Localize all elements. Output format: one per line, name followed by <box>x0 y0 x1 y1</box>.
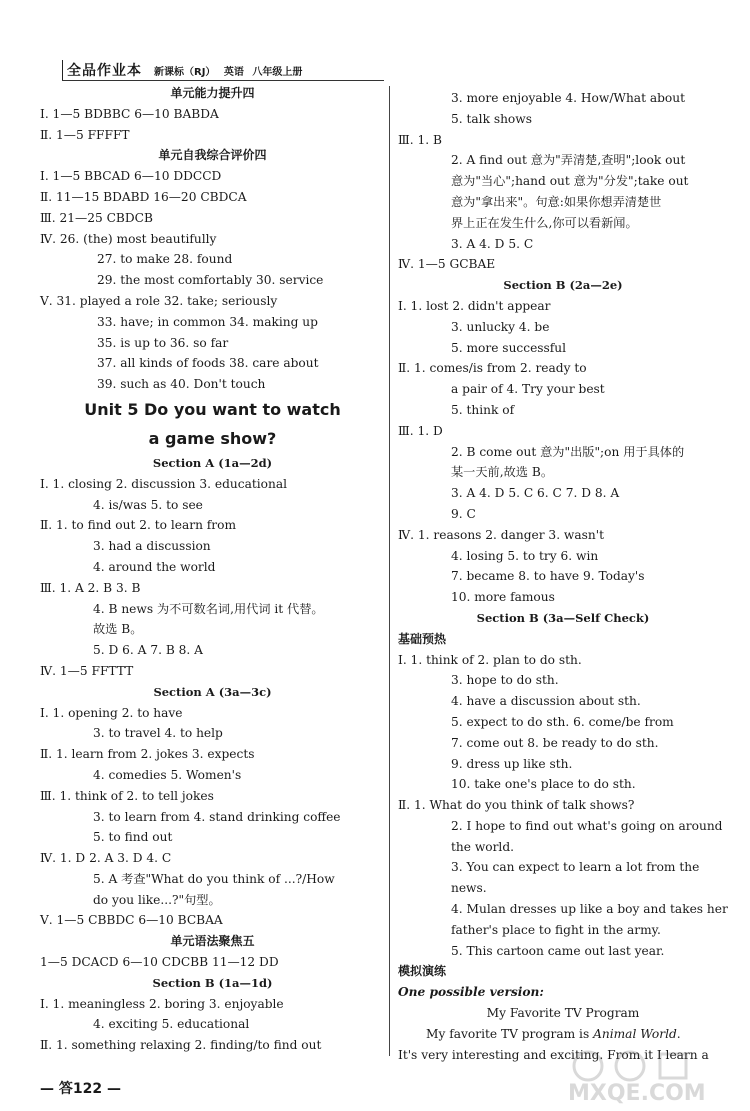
unit-title: a game show? <box>148 428 277 448</box>
answer-line: 35. is up to 36. so far <box>97 335 229 350</box>
answer-line: Ⅱ. 1. learn from 2. jokes 3. expects <box>40 747 255 762</box>
answer-line: Ⅱ. 1. something relaxing 2. finding/to find out <box>40 1038 322 1053</box>
answer-line: 5. to find out <box>93 830 173 845</box>
answer-line: 3. unlucky 4. be <box>451 319 550 334</box>
essay-title: My Favorite TV Program <box>486 1006 640 1021</box>
answer-line: 37. all kinds of foods 38. care about <box>97 356 319 371</box>
answer-line: Ⅱ. 1. to find out 2. to learn from <box>40 518 237 533</box>
section-heading: 单元能力提升四 <box>170 86 255 100</box>
answer-line: 29. the most comfortably 30. service <box>97 273 324 288</box>
page-number: — 答122 — <box>40 1081 121 1097</box>
answer-line: 3. more enjoyable 4. How/What about <box>451 91 685 105</box>
answer-line: news. <box>451 881 487 896</box>
column-divider <box>389 86 390 1056</box>
answer-line: It's very interesting and exciting. From it I learn a <box>398 1047 709 1062</box>
section-title: Section B (3a—Self Check) <box>476 610 650 625</box>
answer-line: 2. A find out 意为"弄清楚,查明";look out <box>451 153 686 168</box>
svg-text:MXQE.COM: MXQE.COM <box>568 1081 706 1104</box>
answer-line: 39. such as 40. Don't touch <box>97 377 266 392</box>
section-title: Section A (1a—2d) <box>152 455 273 470</box>
answer-line: 5. talk shows <box>451 111 532 126</box>
answer-line: 5. D 6. A 7. B 8. A <box>93 643 203 658</box>
answer-line: 3. hope to do sth. <box>451 673 559 688</box>
left-column <box>40 83 385 1056</box>
answer-line: 4. have a discussion about sth. <box>451 694 641 709</box>
answer-line: the world. <box>451 839 515 854</box>
answer-line: 2. I hope to find out what's going on around <box>451 818 723 833</box>
answer-line: Ⅰ. 1. meaningless 2. boring 3. enjoyable <box>40 996 284 1011</box>
answer-line: Ⅲ. 21—25 CBDCB <box>40 210 153 225</box>
answer-line: Ⅴ. 31. played a role 32. take; seriously <box>40 293 278 308</box>
answer-line: 4. Mulan dresses up like a boy and takes her <box>451 902 728 917</box>
answer-line: 10. more famous <box>451 590 555 605</box>
answer-line: 7. became 8. to have 9. Today's <box>451 569 645 584</box>
answer-line: Ⅲ. 1. think of 2. to tell jokes <box>40 788 214 803</box>
answer-line: 2. B come out 意为"出版";on 用于具体的 <box>451 444 685 459</box>
answer-line: Ⅲ. 1. D <box>398 423 443 438</box>
section-title: Section A (3a—3c) <box>153 684 272 699</box>
answer-line: Ⅰ. 1—5 BDBBC 6—10 BABDA <box>40 106 219 121</box>
answer-line: Ⅱ. 1—5 FFFFT <box>40 127 130 142</box>
answer-line: 4. B news 为不可数名词,用代词 it 代替。 <box>93 601 324 616</box>
answer-line: 10. take one's place to do sth. <box>451 777 636 792</box>
answer-line: 5. This cartoon came out last year. <box>451 943 665 958</box>
answer-line: 4. comedies 5. Women's <box>93 767 242 782</box>
answer-line: 4. losing 5. to try 6. win <box>451 548 599 563</box>
answer-line: 9. dress up like sth. <box>451 756 573 771</box>
answer-line: Ⅳ. 1—5 FFTTT <box>40 663 134 678</box>
answer-line: Ⅲ. 1. B <box>398 132 442 147</box>
answer-line: 4. exciting 5. educational <box>93 1017 250 1032</box>
unit-title: Unit 5 Do you want to watch <box>84 399 341 419</box>
answer-line: 3. to travel 4. to help <box>93 726 223 741</box>
answer-line: Ⅰ. 1. closing 2. discussion 3. educational <box>40 476 288 491</box>
answer-line: Ⅰ. 1—5 BBCAD 6—10 DDCCD <box>40 169 222 184</box>
answer-line: 3. had a discussion <box>93 539 211 554</box>
answer-line: 界上正在发生什么,你可以看新闻。 <box>451 215 638 230</box>
sub-heading: 基础预热 <box>398 631 447 646</box>
answer-line: 27. to make 28. found <box>97 252 233 267</box>
answer-line: 3. A 4. D 5. C 6. C 7. D 8. A <box>451 486 620 501</box>
answer-line: 5. A 考查"What do you think of ...?/How <box>93 871 335 886</box>
answer-line: Ⅴ. 1—5 CBBDC 6—10 BCBAA <box>40 913 223 928</box>
section-title: Section B (2a—2e) <box>503 278 623 293</box>
essay-line: My favorite TV program is Animal World. <box>426 1026 681 1041</box>
section-title: Section B (1a—1d) <box>152 975 273 990</box>
book-brand: 全品作业本 <box>62 60 142 80</box>
book-info: 新课标（RJ） 英语 八年级上册 <box>154 66 303 78</box>
answer-line: a pair of 4. Try your best <box>451 382 605 397</box>
answer-line: Ⅲ. 1. A 2. B 3. B <box>40 580 141 595</box>
answer-line: 4. around the world <box>93 559 216 574</box>
answer-line: Ⅳ. 1. reasons 2. danger 3. wasn't <box>398 527 604 542</box>
answer-line: Ⅰ. 1. lost 2. didn't appear <box>398 298 551 313</box>
answer-line: 7. come out 8. be ready to do sth. <box>451 735 659 750</box>
answer-line: Ⅰ. 1. opening 2. to have <box>40 705 183 720</box>
section-heading: 单元语法聚焦五 <box>170 934 255 949</box>
answer-line: Ⅳ. 26. (the) most beautifully <box>40 231 217 246</box>
answer-line: 5. more successful <box>451 340 567 355</box>
answer-line: Ⅱ. 11—15 BDABD 16—20 CBDCA <box>40 189 247 204</box>
answer-line: 3. You can expect to learn a lot from the <box>451 860 700 875</box>
answer-line: 5. expect to do sth. 6. come/be from <box>451 714 674 729</box>
answer-line: Ⅳ. 1. D 2. A 3. D 4. C <box>40 851 172 866</box>
answer-line: 意为"拿出来"。句意:如果你想弄清楚世 <box>451 194 662 209</box>
answer-line: 意为"当心";hand out 意为"分发";take out <box>451 174 689 189</box>
answer-line: 某一天前,故选 B。 <box>451 465 554 480</box>
section-heading: 单元自我综合评价四 <box>158 148 267 163</box>
answer-line: Ⅳ. 1—5 GCBAE <box>398 257 496 272</box>
essay-label: One possible version: <box>398 985 544 1000</box>
page-header <box>62 60 302 80</box>
sub-heading: 模拟演练 <box>398 964 447 979</box>
answer-line: 1—5 DCACD 6—10 CDCBB 11—12 DD <box>40 955 279 970</box>
answer-line: do you like...?"句型。 <box>93 892 221 907</box>
answer-line: Ⅱ. 1. What do you think of talk shows? <box>398 798 635 813</box>
answer-line: 4. is/was 5. to see <box>93 497 203 512</box>
header-rule <box>62 80 384 81</box>
answer-line: father's place to fight in the army. <box>451 922 661 937</box>
answer-line: 9. C <box>451 506 476 521</box>
right-column <box>398 88 728 1065</box>
answer-line: Ⅰ. 1. think of 2. plan to do sth. <box>398 652 582 667</box>
answer-line: Ⅱ. 1. comes/is from 2. ready to <box>398 361 587 376</box>
answer-line: 故选 B。 <box>93 622 143 637</box>
answer-line: 33. have; in common 34. making up <box>97 314 318 329</box>
answer-line: 3. A 4. D 5. C <box>451 236 534 251</box>
answer-line: 3. to learn from 4. stand drinking coffee <box>93 809 341 824</box>
answer-line: 5. think of <box>451 402 515 417</box>
